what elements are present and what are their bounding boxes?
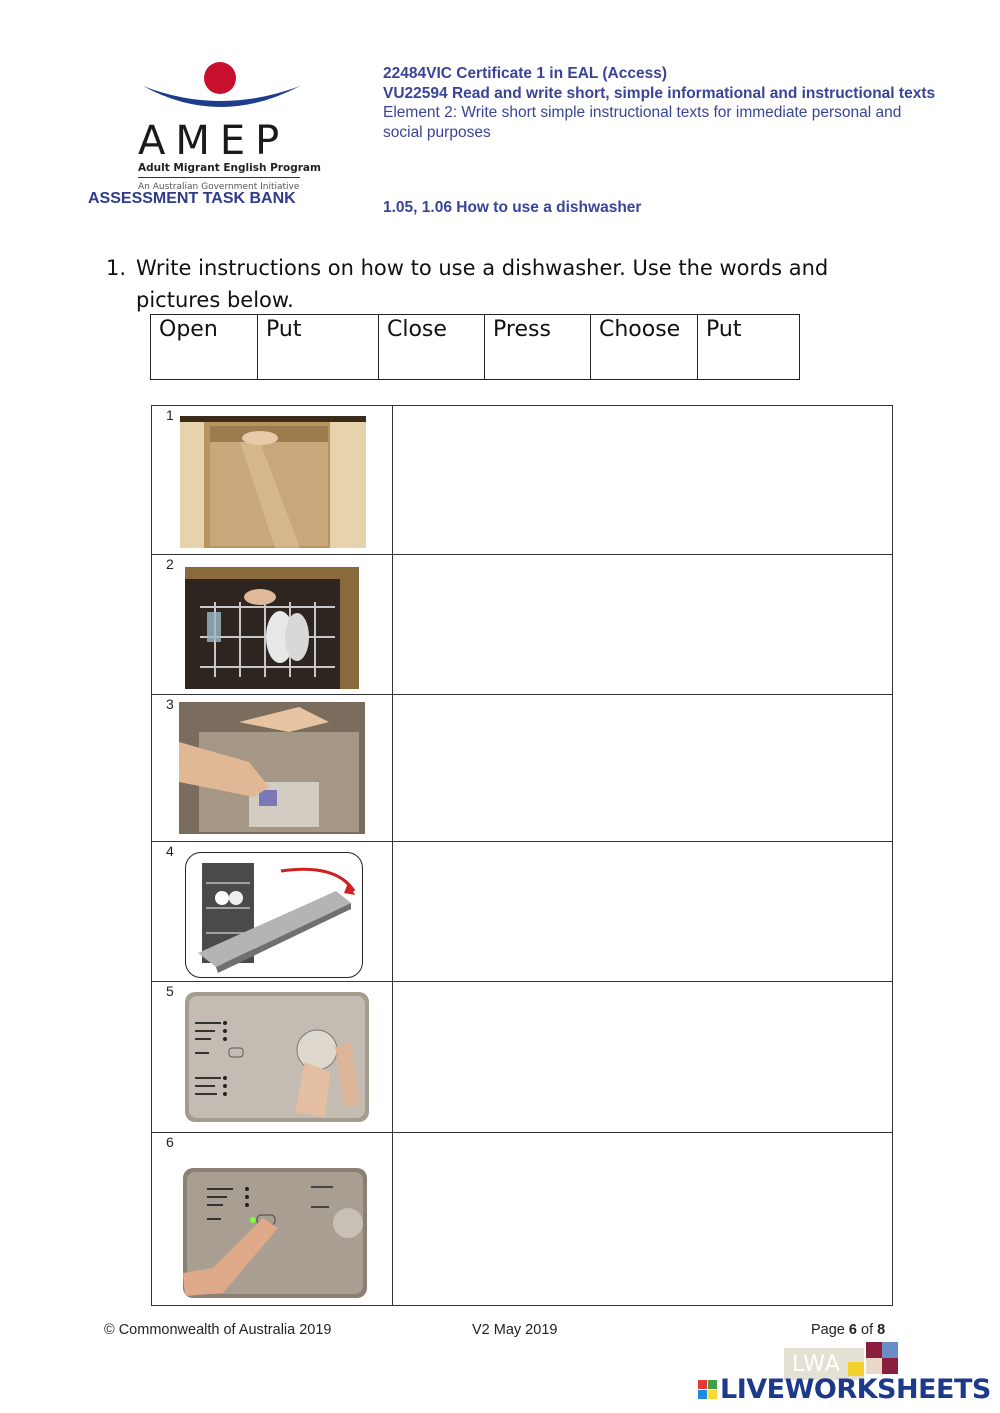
word-bank [150,314,800,380]
step-row [152,1132,892,1305]
close-door-photo [185,852,363,978]
element-description: Element 2: Write short simple instructional texts for immediate personal and social purposes [383,104,902,141]
footer-copyright: © Commonwealth of Australia 2019 [104,1322,332,1338]
word-bank-item: Press [485,315,591,380]
topic-title: 1.05, 1.06 How to use a dishwasher [383,199,642,216]
word-bank-item: Open [151,315,258,380]
add-detergent-photo [179,702,365,834]
total-pages: 8 [877,1322,886,1338]
footer-version: V2 May 2019 [472,1322,558,1338]
step-number: 6 [166,1134,174,1150]
current-page: 6 [848,1322,857,1338]
step-number: 2 [166,556,174,572]
step-image-cell [152,555,393,694]
word-bank-item: Put [258,315,379,380]
header-info [383,64,943,142]
liveworksheets-watermark [696,1340,996,1410]
step-row [152,406,892,554]
assessment-task-bank-title: ASSESSMENT TASK BANK [88,190,296,207]
step-number: 1 [166,407,174,423]
step-answer-box[interactable] [393,1133,892,1305]
word-bank-item: Close [379,315,485,380]
step-row [152,841,892,981]
logo-tagline: An Australian Government Initiative [138,182,300,192]
step-answer-box[interactable] [393,695,892,841]
step-answer-box[interactable] [393,406,892,554]
watermark-badge: LWA [792,1352,841,1377]
choose-program-dial-photo [185,992,369,1122]
step-number: 3 [166,696,174,712]
watermark-text: LIVEWORKSHEETS [720,1374,991,1405]
step-row [152,694,892,841]
step-image-cell [152,406,393,554]
step-answer-box[interactable] [393,982,892,1132]
step-answer-box[interactable] [393,555,892,694]
question-text: Write instructions on how to use a dishwasher. Use the words and pictures below. [136,256,829,312]
question-number: 1. [106,256,127,280]
step-image-cell [152,1133,393,1305]
step-number: 4 [166,843,174,859]
step-number: 5 [166,983,174,999]
logo-divider [138,177,300,178]
step-image-cell [152,842,393,981]
step-image-cell [152,982,393,1132]
unit-title: VU22594 Read and write short, simple informational and instructional texts [383,84,936,102]
certificate-title: 22484VIC Certificate 1 in EAL (Access) [383,65,668,82]
open-dishwasher-door-photo [180,416,366,548]
footer-page-number: Page 6 of 8 [811,1322,886,1338]
word-bank-item: Choose [591,315,698,380]
step-image-cell [152,695,393,841]
press-start-button-photo [183,1168,367,1298]
step-row [152,554,892,694]
logo-subtitle: Adult Migrant English Program [138,162,321,174]
load-dishes-photo [185,567,359,689]
word-bank-item: Put [698,315,800,380]
step-row [152,981,892,1132]
amep-logo [88,58,321,208]
step-answer-box[interactable] [393,842,892,981]
steps-table [151,405,893,1306]
logo-wordmark: AMEP [138,118,290,164]
